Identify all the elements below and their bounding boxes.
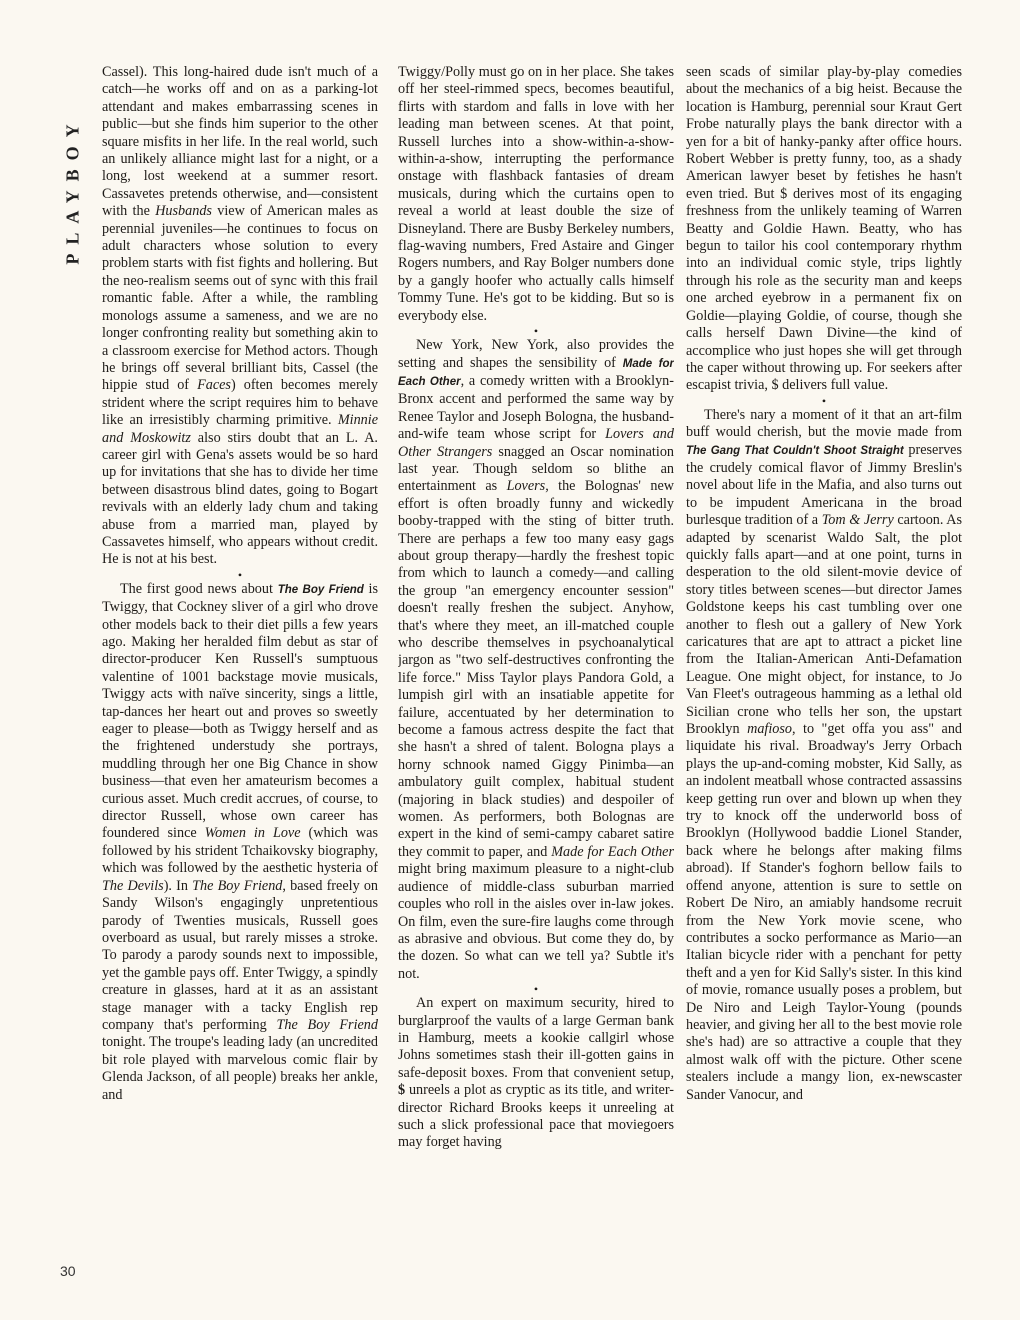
text-column-1 bbox=[102, 64, 378, 1294]
magazine-masthead-vertical bbox=[58, 60, 88, 320]
paragraph: Twiggy/Polly must go on in her place. She takes off her steel-rimmed specs, becomes beautiful, flirts with stardom and falls in love with her leading man between scenes. At that point, Russell lurches into a show-within-a-show-within-a-show, interrupting the performance onstage with flashback fantasies of dream musicals, during which the curtains open to reveal a world at least double the size of Disneyland. There are Busby Berkeley numbers, flag-waving numbers, Fred Astaire and Ginger Rogers numbers, and Ray Bolger numbers done by a gangly hoofer who actually calls himself Tommy Tune. He's got to be kidding. But so is everybody else. bbox=[398, 64, 674, 324]
paragraph: There's nary a moment of it that an art-film buff would cherish, but the movie made from The Gang That Couldn't Shoot Straight preserves the crudely comical flavor of Jimmy Breslin's novel about life in the Mafia, and also turns out to be impudent Americana in the broad burlesque tradition of a Tom & Jerry cartoon. As adapted by scenarist Waldo Salt, the plot quickly falls apart—and at one point, turns in desperation to the old silent-movie device of story titles between scenes—but director James Goldstone keeps his cast tumbling over one another to flesh out a gallery of New York caricatures that are apt to attract a picket line from the Italian-American Anti-Defamation League. One might object, for instance, to Jo Van Fleet's outrageous hamming as a lethal old Sicilian crone who tells her son, the upstart Brooklyn mafioso, to "get offa you ass" and liquidate his rival. Broadway's Jerry Orbach plays the up-and-coming mobster, Kid Sally, as an indolent meatball whose contracted assassins keep getting run over and blown up when they try to knock off the underworld boss of Brooklyn (Hollywood baddie Lionel Stander, back where he belongs after making films abroad). If Stander's foghorn bellow fails to offend anyone, attention is sure to settle on Robert De Niro, an amiably handsome recruit from the New York movie scene, who contributes a socko performance as Mario—an Italian bicycle rider with a penchant for petty theft and a yen for Kid Sally's sister. In this kind of movie, romance usually poses a problem, but De Niro and Leigh Taylor-Young (pounds heavier, and giving her all to the best movie role she's had) are so attractive a couple that they almost walk off with the picture. Other scene stealers include a mangy lion, ex-newscaster Sander Vanocur, and bbox=[686, 406, 962, 1103]
section-separator: • bbox=[237, 567, 243, 582]
text-column-2 bbox=[398, 64, 674, 1294]
section-separator: • bbox=[533, 982, 539, 997]
page-number: 30 bbox=[60, 1263, 76, 1279]
section-separator: • bbox=[533, 324, 539, 339]
paragraph: The first good news about The Boy Friend is Twiggy, that Cockney sliver of a girl who drove other models back to their diet pills a few years ago. Making her heralded film debut as star of director-producer Ken Russell's sumptuous valentine of 1001 backstage movie musicals, Twiggy acts with naïve sincerity, sings a little, tap-dances her heart out and proves so sweetly eager to please—both as Twiggy herself and as the frightened understudy she portrays, muddling through her one Big Chance in show business—that even her amateurism becomes a curious asset. Much credit accrues, of course, to director Russell, whose own career has foundered since Women in Love (which was followed by his strident Tchaikovsky biography, which was followed by the aesthetic hysteria of The Devils). In The Boy Friend, based freely on Sandy Wilson's engagingly unpretentious parody of Twenties musicals, Russell goes overboard as usual, but rarely misses a stroke. To parody a parody sounds next to impossible, yet the gamble pays off. Enter Twiggy, a spindly creature in glasses, hard at it as an assistant stage manager with a tacky English rep company that's performing The Boy Friend tonight. The troupe's leading lady (an uncredited bit role played with marvelous comic flair by Glenda Jackson, of all people) breaks her ankle, and bbox=[102, 580, 378, 1103]
magazine-name: PLAYBOY bbox=[62, 115, 83, 265]
text-column-3 bbox=[686, 64, 962, 1294]
paragraph: An expert on maximum security, hired to burglarproof the vaults of a large German bank in Hamburg, meets a kookie callgirl whose Johns sometimes stash their ill-gotten gains in safe-deposit boxes. From that convenient setup, $ unreels a plot as cryptic as its title, and writer-director Richard Brooks keeps it unreeling at such a slick professional pace that moviegoers may forget having bbox=[398, 995, 674, 1151]
paragraph: New York, New York, also provides the setting and shapes the sensibility of Made for Each Other, a comedy written with a Brooklyn-Bronx accent and performed the same way by Renee Taylor and Joseph Bologna, the husband-and-wife team whose script for Lovers and Other Strangers snagged an Oscar nomination last year. Though seldom so blithe an entertainment as Lovers, the Bolognas' new effort is often broadly funny and wickedly booby-trapped with the sting of bitter truth. There are perhaps a few too many easy gags about group therapy—hardly the freshest topic from which to launch a comedy—and calling the group "an emergency encounter session" doesn't really freshen the subject. Anyhow, that's where they meet, an ill-matched couple who describe themselves in psychoanalytical jargon as "two self-destructives confronting the life force." Miss Taylor plays Pandora Gold, a lumpish girl with an insatiable appetite for failure, accentuated by her determination to become a famous actress despite the fact that she hasn't a shred of talent. Bologna plays a horny schnook named Giggy Pinimba—an ambulatory guilt complex, habitual student (majoring in black studies) and despoiler of women. As performers, both Bolognas are expert in the kind of semi-campy cabaret satire they commit to paper, and Made for Each Other might bring maximum pleasure to a night-club audience of middle-class suburban married couples who roll in the aisles over in-law jokes. On film, even the sure-fire laughs come through as abrasive and obvious. But come they do, by the dozen. So what can we tell ya? Subtle it's not. bbox=[398, 337, 674, 982]
paragraph: seen scads of similar play-by-play comedies about the mechanics of a big heist. Because the location is Hamburg, perennial sour Kraut Gert Frobe naturally plays the bank director with a yen for a bit of hanky-panky after office hours. Robert Webber is pretty funny, too, as a shady American lawyer beset by fetishes he hasn't even tried. But $ derives most of its engaging freshness from the unlikely teaming of Warren Beatty and Goldie Hawn. Beatty, who has begun to tailor his cool contemporary rhythm into an individual comic style, trips lightly through his role as the security man and keeps one arched eyebrow in a permanent fix on Goldie—playing Goldie, of course, though she calls herself Dawn Divine—the kind of accomplice who just hopes she will get through the caper without throwing up. For seekers after escapist trivia, $ delivers full value. bbox=[686, 64, 962, 394]
section-separator: • bbox=[821, 393, 827, 408]
paragraph: Cassel). This long-haired dude isn't much of a catch—he works off and on as a parking-lot attendant and makes embarrassing scenes in public—but she finds him superior to the other square misfits in her life. In the real world, such an unlikely alliance might last for a night, or a long, lost weekend at a summer resort. Cassavetes pretends otherwise, and—consistent with the Husbands view of American males as perennial juveniles—he continues to focus on adult characters whose solution to every problem starts with fist fights and hollering. But the neo-realism seems out of sync with this frail romantic fable. After a while, the rambling monologs assume a sameness, and we are no longer confronting reality but something akin to a classroom exercise for Method actors. Though he brings off several brilliant bits, Cassel (the hippie stud of Faces) often becomes merely strident where the script requires him to behave like an irresistibly charming primitive. Minnie and Moskowitz also stirs doubt that an L. A. career girl with Gena's assets would be so hard up for invitations that she has to divide her time between disastrous blind dates, going to Bogart revivals with an elderly lady chum and taking abuse from a married man, played by Cassavetes himself, who appears without credit. He is not at his best. bbox=[102, 64, 378, 568]
